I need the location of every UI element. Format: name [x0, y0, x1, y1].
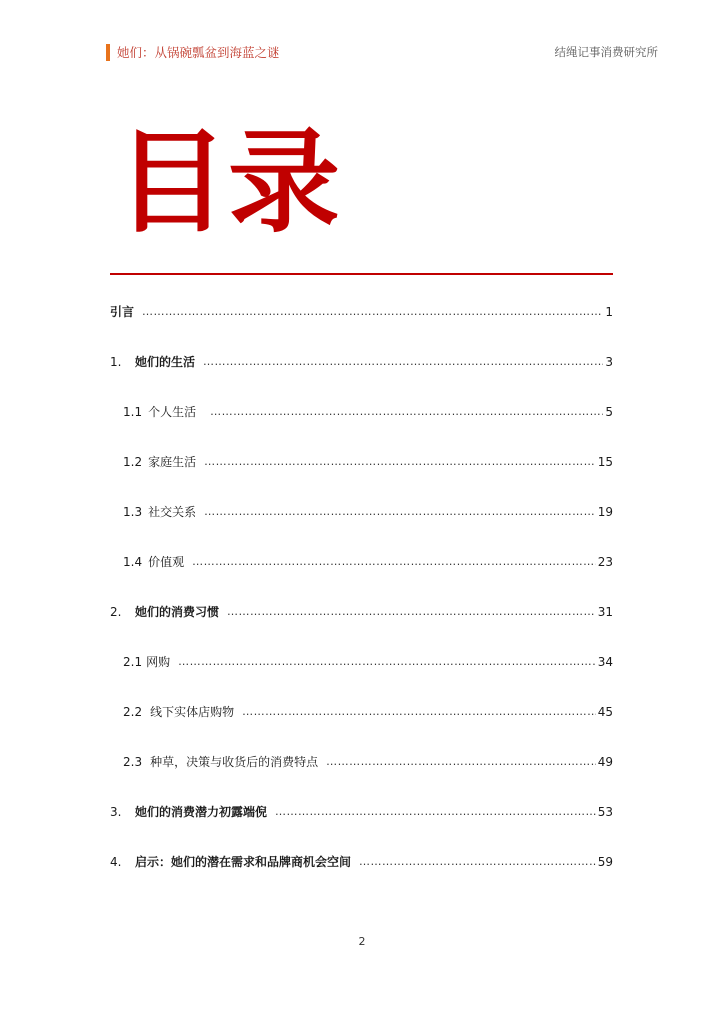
- toc-entry-page: 45: [597, 705, 613, 719]
- toc-entry-label: 引言: [110, 305, 135, 319]
- toc-entry-label: 线下实体店购物: [150, 705, 235, 719]
- toc-entry-number: 1.1: [123, 405, 143, 419]
- toc-entry-page: 23: [597, 555, 613, 569]
- toc-leader: [204, 452, 596, 472]
- toc-entry-label: 她们的生活: [135, 355, 196, 369]
- toc-entry-page: 31: [597, 605, 613, 619]
- toc-entry-page: 5: [605, 405, 613, 419]
- toc-entry-label: 她们的消费习惯: [135, 605, 220, 619]
- toc-entry-label: 家庭生活: [148, 455, 197, 469]
- toc-entry-label: 网购: [146, 655, 171, 669]
- toc-leader: [142, 302, 603, 322]
- toc-entry-label: 社交关系: [148, 505, 197, 519]
- toc-entry-label: 启示：她们的潜在需求和品牌商机会空间: [135, 855, 352, 869]
- toc-entry-number: 2.1: [123, 655, 143, 669]
- toc-leader: [178, 652, 596, 672]
- toc-entry-4[interactable]: [110, 852, 613, 872]
- toc-leader: [204, 502, 596, 522]
- toc-entry-2-2[interactable]: [110, 702, 613, 722]
- toc-leader: [275, 802, 596, 822]
- toc-entry-1-4[interactable]: [110, 552, 613, 572]
- toc-leader: [203, 352, 603, 372]
- toc-entry-number: 2.: [110, 605, 122, 619]
- toc-entry-1-2[interactable]: [110, 452, 613, 472]
- toc-entry-number: 1.3: [123, 505, 143, 519]
- header-title: 她们：从锅碗瓢盆到海蓝之谜: [117, 45, 280, 60]
- toc-leader: [192, 552, 596, 572]
- toc-entry-page: 49: [597, 755, 613, 769]
- toc-entry-page: 59: [597, 855, 613, 869]
- toc-entry-number: 1.: [110, 355, 122, 369]
- toc-entry-page: 34: [597, 655, 613, 669]
- title-divider: [110, 273, 613, 275]
- toc-entry-2[interactable]: [110, 602, 613, 622]
- toc-leader: [326, 752, 596, 772]
- header-organization: 结绳记事消费研究所: [554, 45, 658, 59]
- toc-entry-1[interactable]: [110, 352, 613, 372]
- header-accent-bar: [106, 44, 110, 61]
- toc-entry-3[interactable]: [110, 802, 613, 822]
- toc-entry-number: 2.3: [123, 755, 143, 769]
- toc-entry-page: 15: [597, 455, 613, 469]
- toc-leader: [210, 402, 603, 422]
- toc-leader: [242, 702, 596, 722]
- toc-leader: [359, 852, 596, 872]
- toc-entry-number: 1.2: [123, 455, 143, 469]
- toc-entry-2-1[interactable]: [110, 652, 613, 672]
- toc-entry-label: 她们的消费潜力初露端倪: [135, 805, 268, 819]
- toc-entry-page: 3: [605, 355, 613, 369]
- toc-entry-label: 价值观: [148, 555, 185, 569]
- page-number: 2: [358, 935, 366, 948]
- page-title: 目录: [116, 118, 340, 248]
- toc-entry-2-3[interactable]: [110, 752, 613, 772]
- toc-entry-page: 53: [597, 805, 613, 819]
- toc-entry-number: 4.: [110, 855, 122, 869]
- toc-entry-1-1[interactable]: [110, 402, 613, 422]
- toc-entry-number: 2.2: [123, 705, 143, 719]
- toc-leader: [227, 602, 596, 622]
- toc-entry-label: 种草，决策与收货后的消费特点: [150, 755, 319, 769]
- toc-entry-1-3[interactable]: [110, 502, 613, 522]
- toc-entry-label: 个人生活: [148, 405, 197, 419]
- toc-entry-number: 1.4: [123, 555, 143, 569]
- toc-entry-page: 19: [597, 505, 613, 519]
- toc-entry-page: 1: [605, 305, 613, 319]
- toc-entry-intro[interactable]: [110, 302, 613, 322]
- toc-entry-number: 3.: [110, 805, 122, 819]
